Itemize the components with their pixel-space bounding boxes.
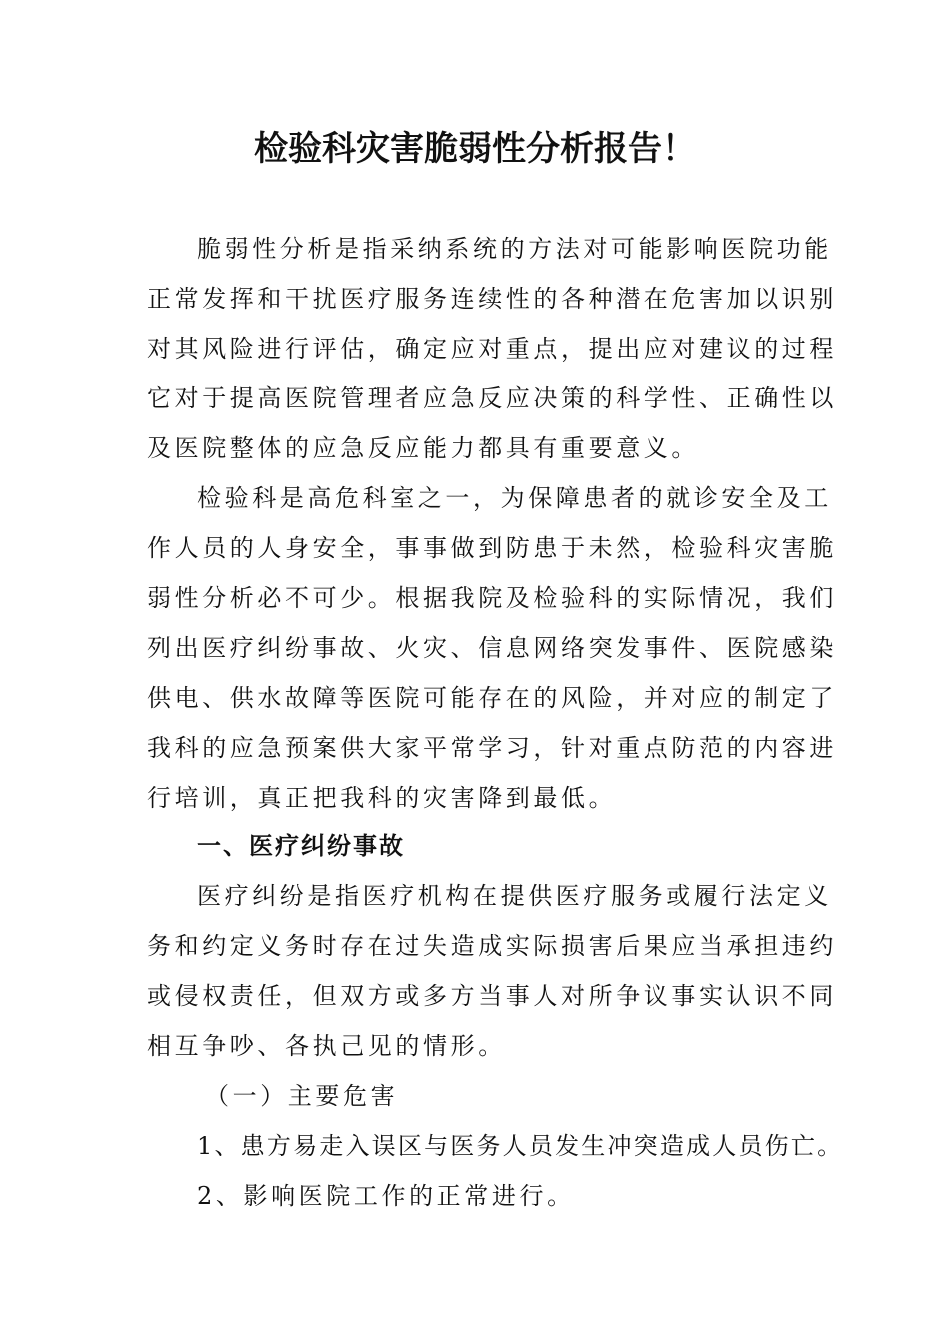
- paragraph-3-line-4: 相互争吵、各执己见的情形。: [147, 1032, 506, 1060]
- paragraph-2-line-3: 弱性分析必不可少。根据我院及检验科的实际情况，我们: [147, 584, 837, 612]
- section-1-heading: 一、医疗纠纷事故: [197, 832, 405, 860]
- paragraph-1-line-5: 及医院整体的应急反应能力都具有重要意义。: [147, 434, 699, 462]
- paragraph-1-line-4: 它对于提高医院管理者应急反应决策的科学性、正确性以: [147, 384, 837, 412]
- paragraph-2-line-4: 列出医疗纠纷事故、火灾、信息网络突发事件、医院感染: [147, 634, 837, 662]
- paragraph-2-line-2: 作人员的人身安全，事事做到防患于未然，检验科灾害脆: [147, 534, 837, 562]
- paragraph-3-line-1: 医疗纠纷是指医疗机构在提供医疗服务或履行法定义: [197, 882, 832, 910]
- paragraph-1-line-3: 对其风险进行评估，确定应对重点，提出应对建议的过程: [147, 335, 837, 363]
- paragraph-1-line-1: 脆弱性分析是指采纳系统的方法对可能影响医院功能: [197, 235, 832, 263]
- paragraph-2-line-1: 检验科是高危科室之一，为保障患者的就诊安全及工: [197, 484, 832, 512]
- paragraph-2-line-5: 供电、供水故障等医院可能存在的风险，并对应的制定了: [147, 684, 837, 712]
- paragraph-3-line-2: 务和约定义务时存在过失造成实际损害后果应当承担违约: [147, 932, 837, 960]
- document-title: 检验科灾害脆弱性分析报告！: [254, 129, 696, 169]
- paragraph-2-line-6: 我科的应急预案供大家平常学习，针对重点防范的内容进: [147, 734, 837, 762]
- subsection-heading: （一）主要危害: [205, 1082, 399, 1110]
- hazard-item-2: 2、影响医院工作的正常进行。: [197, 1182, 575, 1210]
- paragraph-2-line-7: 行培训，真正把我科的灾害降到最低。: [147, 784, 617, 812]
- paragraph-1-line-2: 正常发挥和干扰医疗服务连续性的各种潜在危害加以识别: [147, 285, 837, 313]
- hazard-item-1: 1、患方易走入误区与医务人员发生冲突造成人员伤亡。: [197, 1132, 844, 1160]
- paragraph-3-line-3: 或侵权责任，但双方或多方当事人对所争议事实认识不同: [147, 982, 837, 1010]
